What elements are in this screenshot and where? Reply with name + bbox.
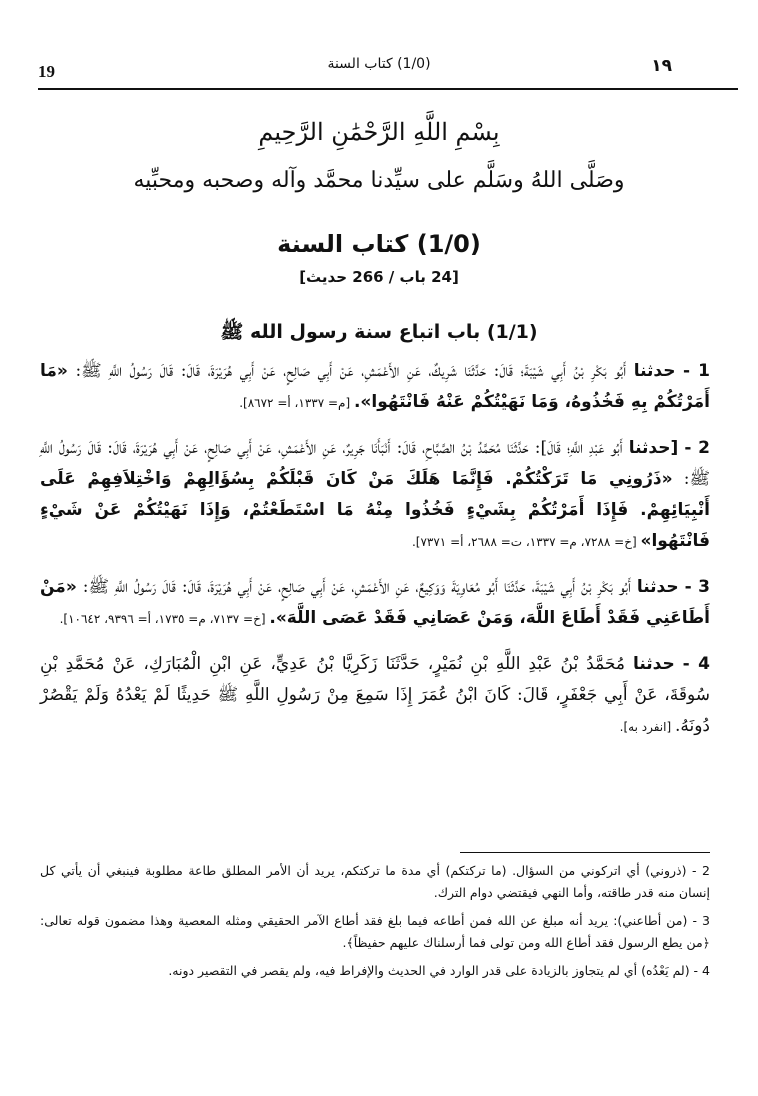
page-number-arabic: ١٩ bbox=[651, 56, 672, 76]
hadith-lead: حدثنا bbox=[633, 361, 676, 381]
hadith-matn: «مَا أَمَرْتُكُمْ بِهِ فَخُذُوهُ، وَمَا نَهَيْتُكُمْ عَنْهُ فَانْتَهُوا». bbox=[40, 361, 710, 412]
chapter-title: (1/1) باب اتباع سنة رسول الله ﷺ bbox=[220, 321, 538, 343]
hadith-body bbox=[40, 356, 710, 757]
header-divider bbox=[38, 88, 738, 90]
footnote-3: 3 - (من أطاعني): يريد أنه مبلغ عن الله فمن أطاعه فيما بلغ فقد أطاع الآمر الحقيقي ومثله المعصية وهذا مضمون قوله تعالى: ﴿من يطع الرسول فقد أطاع الله ومن تولى فما أرسلناك عليهم حفيظاً﴾. bbox=[40, 913, 710, 950]
hadith-number: 3 - bbox=[684, 577, 710, 597]
hadith-references: [خ= ٧٢٨٨، م= ١٣٣٧، ت= ٢٦٨٨، أ= ٧٣٧١]. bbox=[411, 535, 641, 549]
hadith-isnad: أَبُو عَبْدِ اللَّهِ؛ قَالَ]: حَدَّثَنَا مُحَمَّدُ بْنُ الصَّبَّاحِ، قَالَ: أَنْبَأَنَا جَرِيرٌ، عَنِ الأَعْمَشِ، عَنْ أَبِي صَالِحٍ، عَنْ أَبِي هُرَيْرَةَ، قَالَ: قَالَ رَسُولُ اللَّهِ ﷺ: bbox=[40, 438, 711, 489]
hadith-references: [انفرد به]. bbox=[619, 720, 675, 734]
hadith-references: [خ= ٧١٣٧، م= ١٧٣٥، أ= ٩٣٩٦، ١٠٦٤٢]. bbox=[59, 612, 270, 626]
hadith-matn: «مَنْ أَطَاعَنِي فَقَدْ أَطَاعَ اللَّهَ، وَمَنْ عَصَانِي فَقَدْ عَصَى اللَّهَ». bbox=[40, 577, 710, 628]
hadith-isnad: أَبُو بَكْرِ بْنُ أَبِي شَيْبَةَ، حَدَّثَنَا أَبُو مُعَاوِيَةَ وَوَكِيعٌ، عَنِ الأَعْمَشِ، عَنْ أَبِي صَالِحٍ، عَنْ أَبِي هُرَيْرَةَ، قَالَ: قَالَ رَسُولُ اللَّهِ ﷺ: bbox=[76, 577, 637, 597]
hadith-1 bbox=[40, 356, 710, 419]
page-number-latin: 19 bbox=[38, 62, 55, 81]
hadith-lead: حدثنا bbox=[632, 654, 675, 674]
blessing-line: وصَلَّى اللهُ وسَلَّم على سيِّدنا محمَّد وآله وصحبه ومحبِّيه bbox=[133, 168, 625, 193]
book-title: (1/0) كتاب السنة bbox=[277, 230, 481, 258]
hadith-matn: «ذَرُونِي مَا تَرَكْتُكُمْ. فَإِنَّمَا هَلَكَ مَنْ كَانَ قَبْلَكُمْ بِسُؤَالِهِمْ وَاخْتِلاَفِهِمْ عَلَى أَنْبِيَائِهِمْ. فَإِذَا أَمَرْتُكُمْ بِشَيْءٍ فَخُذُوا مِنْهُ مَا اسْتَطَعْتُمْ، وَإِذَا نَهَيْتُكُمْ عَنْ شَيْءٍ فَانْتَهُوا» bbox=[40, 469, 710, 551]
hadith-4 bbox=[40, 649, 710, 743]
hadith-references: [م= ١٣٣٧، أ= ٨٦٧٢]. bbox=[239, 396, 354, 410]
hadith-isnad: مُحَمَّدُ بْنُ عَبْدِ اللَّهِ بْنِ نُمَيْرٍ، حَدَّثَنَا زَكَرِيَّا بْنُ عَدِيٍّ، عَنِ ابْنِ الْمُبَارَكِ، عَنْ مُحَمَّدِ بْنِ سُوقَةَ، عَنْ أَبِي جَعْفَرٍ، قَالَ: كَانَ ابْنُ عُمَرَ إِذَا سَمِعَ مِنْ رَسُولِ اللَّهِ ﷺ حَدِيثًا لَمْ يَعْدُهُ وَلَمْ يَقْصُرْ دُونَهُ. bbox=[40, 654, 710, 736]
book-subtitle: [24 باب / 266 حديث] bbox=[299, 268, 459, 286]
hadith-lead: [حدثنا bbox=[628, 438, 679, 458]
hadith-number: 4 - bbox=[682, 654, 711, 674]
hadith-number: 1 - bbox=[683, 361, 710, 381]
hadith-lead: حدثنا bbox=[636, 577, 679, 597]
hadith-3 bbox=[40, 572, 710, 635]
hadith-2 bbox=[40, 433, 710, 558]
footnote-2: 2 - (ذروني) أي اتركوني من السؤال. (ما تركتكم) أي مدة ما تركتكم، يريد أن الأمر المطلق طاعة مطلوبة فينبغي أن يأتي كل إنسان منه قدر طاقته، وأما النهي فيقتضي دوام الترك. bbox=[40, 863, 710, 900]
hadith-isnad: أَبُو بَكْرِ بْنُ أَبِي شَيْبَةَ؛ قَالَ: حَدَّثَنَا شَرِيكٌ، عَنِ الأَعْمَشِ، عَنْ أَبِي صَالِحٍ، عَنْ أَبِي هُرَيْرَةَ، قَالَ: قَالَ رَسُولُ اللَّهِ ﷺ: bbox=[67, 361, 634, 381]
footnotes bbox=[40, 860, 710, 988]
basmala: بِسْمِ اللَّهِ الرَّحْمَٰنِ الرَّحِيمِ bbox=[258, 118, 500, 146]
running-title: (1/0) كتاب السنة bbox=[327, 56, 431, 72]
footnote-divider bbox=[460, 852, 710, 853]
hadith-number: 2 - bbox=[684, 438, 710, 458]
footnote-4: 4 - (لم يَعْدُه) أي لم يتجاوز بالزيادة على قدر الوارد في الحديث والإفراط فيه، ولم يقصر في التقصير دونه. bbox=[168, 963, 710, 978]
